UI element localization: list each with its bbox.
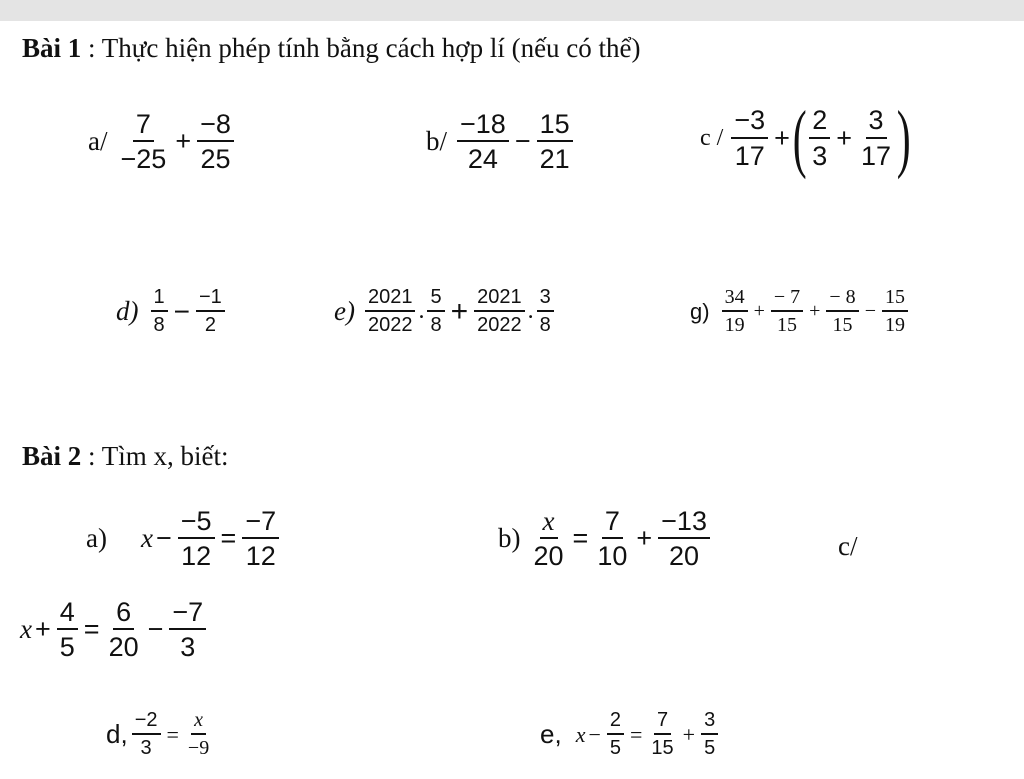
bai1-title bbox=[22, 33, 641, 64]
denominator: 8 bbox=[539, 314, 551, 336]
fraction bbox=[169, 598, 206, 662]
fraction bbox=[531, 507, 567, 571]
fraction bbox=[594, 507, 630, 571]
numerator: 4 bbox=[57, 598, 78, 630]
denominator: 5 bbox=[59, 632, 75, 663]
bai2-e bbox=[540, 710, 721, 759]
denominator: 8 bbox=[153, 314, 165, 336]
fraction bbox=[427, 287, 444, 336]
fraction bbox=[132, 710, 161, 759]
denominator: 20 bbox=[669, 541, 700, 572]
denominator: 15 bbox=[776, 314, 797, 336]
numerator: −8 bbox=[197, 110, 234, 142]
operator: − bbox=[155, 523, 172, 554]
fraction bbox=[151, 287, 168, 336]
numerator: −1 bbox=[196, 287, 225, 312]
operator: − bbox=[588, 721, 601, 747]
denominator: 12 bbox=[245, 541, 276, 572]
numerator: 7 bbox=[602, 507, 623, 539]
denominator: −9 bbox=[187, 737, 210, 759]
denominator: 12 bbox=[181, 541, 212, 572]
numerator: 5 bbox=[427, 287, 444, 312]
numerator: 15 bbox=[882, 287, 908, 312]
numerator: x bbox=[191, 710, 206, 735]
bai1-e bbox=[334, 287, 557, 336]
bai1-g-label: g) bbox=[690, 298, 710, 324]
numerator: −7 bbox=[242, 507, 279, 539]
denominator: 15 bbox=[651, 737, 674, 759]
operator: + bbox=[809, 300, 821, 322]
equals: = bbox=[83, 614, 100, 645]
numerator: −5 bbox=[178, 507, 215, 539]
numerator: 2021 bbox=[365, 287, 416, 312]
bai2-a bbox=[86, 507, 282, 571]
bai2-b bbox=[498, 507, 713, 571]
fraction bbox=[118, 110, 170, 174]
fraction bbox=[242, 507, 279, 571]
operator: + bbox=[774, 122, 790, 153]
denominator: 24 bbox=[467, 144, 498, 175]
operator: + bbox=[636, 523, 653, 554]
bai1-b bbox=[426, 110, 576, 174]
fraction bbox=[474, 287, 525, 336]
fraction bbox=[457, 110, 509, 174]
fraction bbox=[197, 110, 234, 174]
equals: = bbox=[220, 523, 237, 554]
denominator: 8 bbox=[430, 314, 442, 336]
variable-x: x bbox=[20, 614, 32, 645]
fraction bbox=[365, 287, 416, 336]
denominator: 2 bbox=[204, 314, 216, 336]
numerator: 2021 bbox=[474, 287, 525, 312]
fraction bbox=[882, 287, 908, 336]
bai2-d bbox=[106, 710, 215, 759]
numerator: 7 bbox=[654, 710, 671, 735]
numerator: 3 bbox=[701, 710, 718, 735]
denominator: 21 bbox=[539, 144, 570, 175]
operator: − bbox=[514, 126, 531, 157]
denominator: 2022 bbox=[477, 314, 522, 336]
bai2-a-label: a) bbox=[86, 523, 107, 554]
fraction bbox=[185, 710, 212, 759]
operator: − bbox=[147, 614, 164, 645]
operator: + bbox=[34, 614, 51, 645]
denominator: 15 bbox=[832, 314, 853, 336]
variable-x: x bbox=[575, 721, 586, 747]
fraction bbox=[607, 710, 624, 759]
right-paren: ) bbox=[896, 96, 911, 180]
bai1-g bbox=[690, 287, 911, 336]
denominator: 19 bbox=[724, 314, 745, 336]
operator: − bbox=[864, 300, 876, 322]
denominator: 5 bbox=[704, 737, 716, 759]
bai1-e-label: e) bbox=[334, 296, 355, 326]
bai1-a-label: a/ bbox=[88, 126, 108, 157]
operator: + bbox=[682, 721, 696, 747]
bai1-d-label: d) bbox=[116, 296, 139, 326]
denominator: 2022 bbox=[367, 314, 413, 336]
fraction bbox=[57, 598, 78, 662]
fraction bbox=[809, 106, 830, 170]
fraction bbox=[658, 507, 710, 571]
fraction bbox=[178, 507, 215, 571]
operator: + bbox=[450, 294, 469, 328]
denominator: 25 bbox=[200, 144, 231, 175]
fraction bbox=[771, 287, 803, 336]
equals: = bbox=[166, 721, 179, 747]
numerator: −13 bbox=[658, 507, 710, 539]
dot-operator: . bbox=[527, 298, 534, 324]
fraction bbox=[537, 287, 554, 336]
denominator: 20 bbox=[108, 632, 139, 663]
numerator: 3 bbox=[866, 106, 887, 138]
variable-x: x bbox=[140, 523, 153, 554]
bai1-c bbox=[700, 96, 911, 180]
fraction bbox=[722, 287, 748, 336]
numerator: 3 bbox=[537, 287, 554, 312]
bai2-c-label-row bbox=[838, 531, 858, 562]
fraction bbox=[106, 598, 142, 662]
bai1-d bbox=[116, 287, 228, 336]
numerator: 2 bbox=[809, 106, 830, 138]
dot-operator: . bbox=[418, 298, 425, 324]
operator: + bbox=[175, 126, 192, 157]
bai2-d-label: d, bbox=[106, 719, 128, 749]
operator: − bbox=[173, 295, 190, 327]
denominator: 19 bbox=[884, 314, 905, 336]
numerator: 1 bbox=[151, 287, 168, 312]
bai2-title bbox=[22, 441, 229, 472]
numerator: x bbox=[540, 507, 558, 539]
bai2-b-label: b) bbox=[498, 523, 521, 554]
top-bar bbox=[0, 0, 1024, 21]
bai2-c bbox=[20, 598, 209, 662]
operator: + bbox=[753, 300, 765, 322]
denominator: 10 bbox=[597, 541, 628, 572]
bai2-c-label: c/ bbox=[838, 531, 858, 561]
bai1-b-label: b/ bbox=[426, 126, 448, 157]
bai2-title-text: : Tìm x, biết: bbox=[81, 441, 229, 471]
fraction bbox=[701, 710, 718, 759]
numerator: 34 bbox=[722, 287, 748, 312]
fraction bbox=[826, 287, 858, 336]
denominator: 3 bbox=[140, 737, 152, 759]
numerator: −2 bbox=[132, 710, 161, 735]
fraction bbox=[196, 287, 225, 336]
bai1-title-text: : Thực hiện phép tính bằng cách hợp lí (nếu có thể) bbox=[81, 33, 641, 63]
denominator: 5 bbox=[609, 737, 621, 759]
operator: + bbox=[836, 122, 853, 153]
numerator: 7 bbox=[133, 110, 154, 142]
denominator: 17 bbox=[734, 140, 765, 171]
denominator: 20 bbox=[533, 541, 564, 572]
bai1-c-label: c / bbox=[700, 124, 724, 151]
fraction bbox=[537, 110, 573, 174]
numerator: 15 bbox=[537, 110, 573, 142]
numerator: 2 bbox=[607, 710, 624, 735]
fraction bbox=[858, 106, 894, 170]
equals: = bbox=[630, 721, 643, 747]
numerator: − 7 bbox=[771, 287, 803, 312]
numerator: −3 bbox=[731, 106, 768, 138]
fraction bbox=[731, 106, 768, 170]
numerator: −18 bbox=[457, 110, 509, 142]
numerator: 6 bbox=[113, 598, 134, 630]
numerator: −7 bbox=[169, 598, 206, 630]
equals: = bbox=[572, 523, 589, 554]
denominator: 17 bbox=[861, 140, 892, 171]
bai1-title-bold: Bài 1 bbox=[22, 33, 82, 63]
left-paren: ( bbox=[792, 96, 807, 180]
bai2-e-label: e, bbox=[540, 719, 562, 749]
bai2-title-bold: Bài 2 bbox=[22, 441, 82, 471]
denominator: 3 bbox=[180, 632, 196, 663]
numerator: − 8 bbox=[826, 287, 858, 312]
denominator: −25 bbox=[120, 144, 167, 175]
bai1-a bbox=[88, 110, 237, 174]
fraction bbox=[648, 710, 676, 759]
denominator: 3 bbox=[812, 140, 828, 171]
